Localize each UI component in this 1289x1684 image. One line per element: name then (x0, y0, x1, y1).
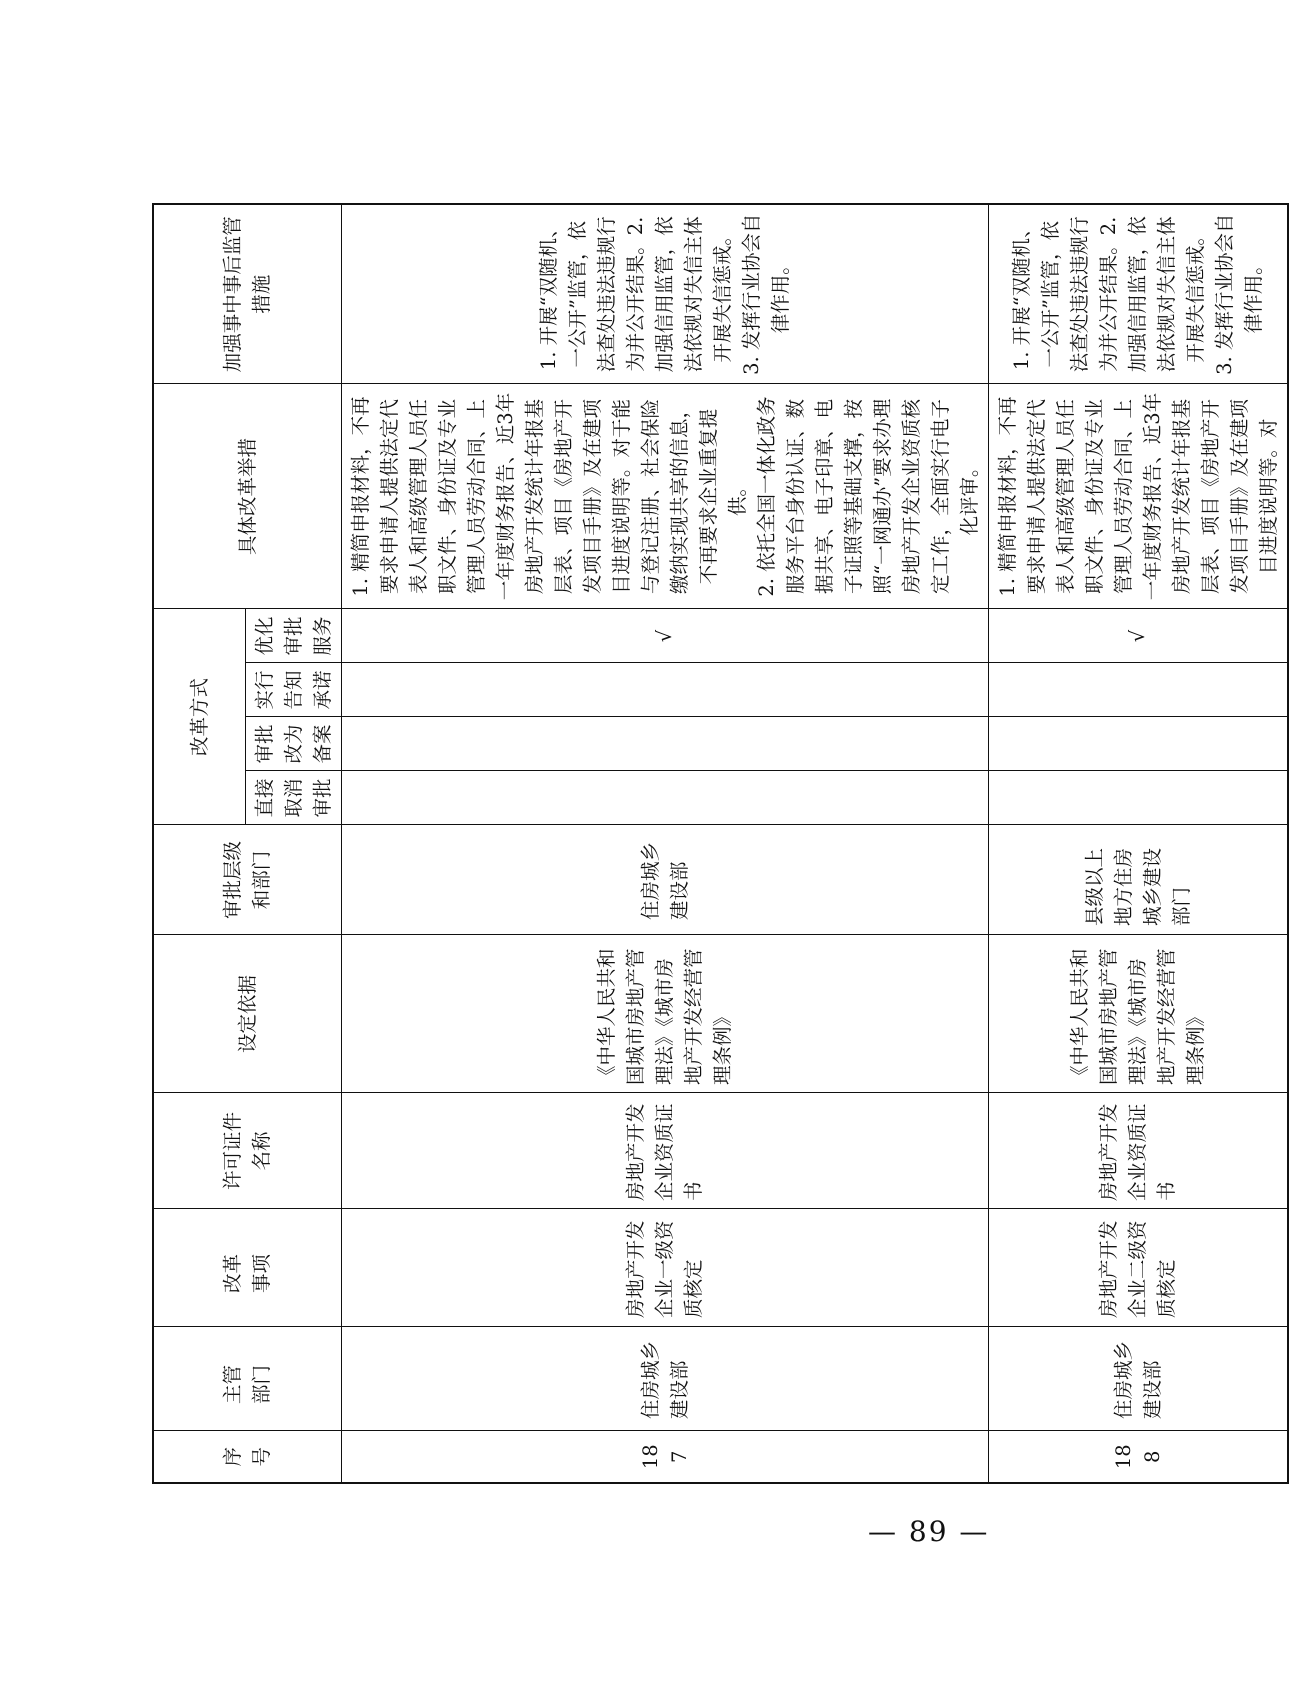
row-187-mode-notify (341, 663, 988, 717)
row-188-measures: 1. 精简申报材料，不再要求申请人提供法定代表人和高级管理人员任职文件、身份证及专业管理人员劳动合同、上一年度财务报告、近3年房地产开发统计年报基层表、项目《房地产开发项目手册》及在建项目进度说明等。对 (988, 384, 1288, 609)
header-license-text: 许可证件名称 (221, 1112, 274, 1191)
row-187-mode-record (341, 717, 988, 771)
row-188-basis-text: 《中华人民共和国城市房地产管理法》《城市房地产开发经营管理条例》 (1068, 948, 1207, 1085)
row-188-item (988, 1209, 1288, 1327)
header-dept (153, 1327, 341, 1431)
row-188-mode-cancel (988, 771, 1288, 825)
row-188-supervision: 1. 开展“双随机、一公开”监管，依法查处违法违规行为并公开结果。2. 加强信用监管，依法依规对失信主体开展失信惩戒。 3. 发挥行业协会自律作用。 (988, 204, 1288, 384)
row-187-seq: 187 (341, 1431, 988, 1483)
table-row (988, 204, 1288, 1483)
row-188-item-text: 房地产开发企业二级资质核定 (1097, 1220, 1178, 1318)
row-187-approval-text: 住房城乡建设部 (638, 841, 691, 920)
header-mode-cancel (245, 771, 341, 825)
row-187-dept (341, 1327, 988, 1431)
page-number: — 89 — (868, 1515, 990, 1548)
row-188-dept-text: 住房城乡建设部 (1111, 1340, 1164, 1419)
header-mode-record (245, 717, 341, 771)
reform-table (152, 203, 1289, 1484)
row-187-item-text: 房地产开发企业一级资质核定 (624, 1220, 705, 1318)
row-188-mode-optimize: √ (988, 609, 1288, 663)
header-approval (153, 825, 341, 935)
table-row (341, 204, 988, 1483)
header-mode-notify (245, 663, 341, 717)
row-187-license (341, 1093, 988, 1209)
row-187-supervision: 1. 开展“双随机、一公开”监管，依法查处违法违规行为并公开结果。2. 加强信用监管，依法依规对失信主体开展失信惩戒。 3. 发挥行业协会自律作用。 (341, 204, 988, 384)
header-measures: 具体改革举措 (153, 384, 341, 609)
rotated-table-frame (152, 205, 1280, 1484)
row-187-approval (341, 825, 988, 935)
header-approval-text: 审批层级和部门 (221, 841, 274, 920)
row-187-basis-text: 《中华人民共和国城市房地产管理法》《城市房地产开发经营管理条例》 (595, 948, 734, 1085)
header-item (153, 1209, 341, 1327)
row-187-dept-text: 住房城乡建设部 (638, 1340, 691, 1419)
row-187-basis (341, 935, 988, 1093)
header-basis: 设定依据 (153, 935, 341, 1093)
row-188-basis (988, 935, 1288, 1093)
header-row-1 (153, 204, 245, 1483)
row-188-approval-text: 县级以上地方住房城乡建设部门 (1082, 847, 1193, 926)
row-188-seq: 188 (988, 1431, 1288, 1483)
header-mode-cancel-text: 直接取消审批 (252, 778, 334, 818)
row-187-license-text: 房地产开发企业资质证书 (624, 1103, 705, 1201)
row-187-mode-optimize: √ (341, 609, 988, 663)
row-188-dept (988, 1327, 1288, 1431)
row-187-item (341, 1209, 988, 1327)
header-license (153, 1093, 341, 1209)
header-mode-notify-text: 实行告知承诺 (252, 670, 334, 710)
header-mode-record-text: 审批改为备案 (252, 724, 334, 764)
row-187-mode-cancel (341, 771, 988, 825)
header-mode-optimize (245, 609, 341, 663)
header-dept-text: 主管部门 (221, 1364, 274, 1404)
header-reform-mode: 改革方式 (153, 609, 245, 825)
header-mode-optimize-text: 优化审批服务 (252, 616, 334, 656)
header-seq: 序号 (153, 1431, 341, 1483)
row-188-license (988, 1093, 1288, 1209)
row-188-approval (988, 825, 1288, 935)
row-188-mode-record (988, 717, 1288, 771)
header-supervision: 加强事中事后监管措施 (153, 204, 341, 384)
header-item-text: 改革事项 (221, 1253, 274, 1293)
row-187-measures: 1. 精简申报材料，不再要求申请人提供法定代表人和高级管理人员任职文件、身份证及专业管理人员劳动合同、上一年度财务报告、近3年房地产开发统计年报基层表、项目《房地产开发项目手册》及在建项目进度说明等。对于能与登记注册、社会保险缴纳实现共享的信息，不再要求企业重复提供。 2. 依托全国一体化政务服务平台身份认证、数据共享、电子印章、电子证照等基础支撑，按照“一网通办”要求办理房地产开发企业资质核定工作，全面实行电子化评审。 (341, 384, 988, 609)
row-188-mode-notify (988, 663, 1288, 717)
row-188-license-text: 房地产开发企业资质证书 (1097, 1103, 1178, 1201)
